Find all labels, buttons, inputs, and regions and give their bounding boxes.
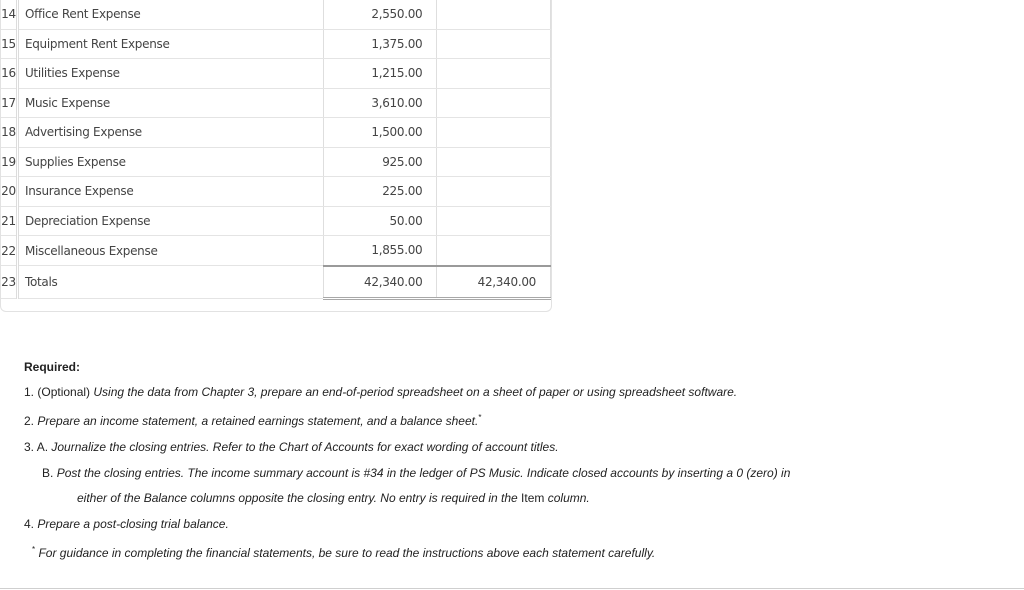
item-1-text: Using the data from Chapter 3, prepare an end-of-period spreadsheet on a sheet of paper or using spreadsheet software. bbox=[93, 385, 738, 399]
item-2-star: * bbox=[478, 413, 482, 422]
item-2-number: 2. bbox=[24, 414, 35, 428]
note-star: * bbox=[32, 545, 36, 554]
credit-cell[interactable] bbox=[437, 88, 551, 118]
table-row bbox=[1, 206, 551, 236]
row-number: 22 bbox=[1, 236, 17, 266]
table-row bbox=[1, 147, 551, 177]
row-number: 15 bbox=[1, 29, 17, 59]
bottom-divider bbox=[0, 588, 1024, 589]
debit-cell[interactable]: 42,340.00 bbox=[323, 266, 437, 299]
credit-cell[interactable] bbox=[437, 0, 551, 29]
account-name-cell: Supplies Expense bbox=[17, 147, 323, 177]
debit-cell[interactable]: 1,215.00 bbox=[323, 59, 437, 89]
row-number: 14 bbox=[1, 0, 17, 29]
item-3b-text-2b: column. bbox=[547, 491, 590, 505]
required-title: Required: bbox=[24, 360, 81, 374]
trial-balance-table bbox=[1, 0, 551, 300]
debit-cell[interactable]: 925.00 bbox=[323, 147, 437, 177]
table-row bbox=[1, 0, 551, 29]
item-3-number: 3. bbox=[24, 440, 35, 454]
table-row bbox=[1, 236, 551, 266]
credit-cell[interactable] bbox=[437, 59, 551, 89]
account-name-cell: Utilities Expense bbox=[17, 59, 323, 89]
debit-cell[interactable]: 2,550.00 bbox=[323, 0, 437, 29]
item-3a-text: Journalize the closing entries. Refer to the Chart of Accounts for exact wording of account titles. bbox=[51, 440, 559, 454]
debit-cell[interactable]: 50.00 bbox=[323, 206, 437, 236]
debit-cell[interactable]: 1,375.00 bbox=[323, 29, 437, 59]
required-note bbox=[24, 543, 1004, 560]
required-item-4 bbox=[24, 517, 1004, 531]
note-text: For guidance in completing the financial statements, be sure to read the instructions above each statement carefully. bbox=[38, 546, 656, 560]
item-3a-label: A. bbox=[36, 440, 49, 454]
item-2-text: Prepare an income statement, a retained earnings statement, and a balance sheet. bbox=[37, 414, 479, 428]
item-4-number: 4. bbox=[24, 517, 35, 531]
row-number: 20 bbox=[1, 177, 17, 207]
required-item-1 bbox=[24, 385, 1004, 399]
trial-balance-sheet bbox=[0, 0, 552, 312]
credit-cell[interactable] bbox=[437, 147, 551, 177]
row-number: 18 bbox=[1, 118, 17, 148]
row-number: 23 bbox=[1, 266, 17, 299]
item-1-number: 1. bbox=[24, 385, 35, 399]
credit-cell[interactable]: 42,340.00 bbox=[437, 266, 551, 299]
debit-cell[interactable]: 1,855.00 bbox=[323, 236, 437, 266]
row-number: 16 bbox=[1, 59, 17, 89]
row-number: 21 bbox=[1, 206, 17, 236]
account-name-cell: Advertising Expense bbox=[17, 118, 323, 148]
account-name-cell: Totals bbox=[17, 266, 323, 299]
item-1-lead: (Optional) bbox=[37, 385, 91, 399]
credit-cell[interactable] bbox=[437, 29, 551, 59]
item-4-text: Prepare a post-closing trial balance. bbox=[37, 517, 229, 531]
trial-balance-body bbox=[1, 0, 551, 298]
account-name-cell: Insurance Expense bbox=[17, 177, 323, 207]
account-name-cell: Music Expense bbox=[17, 88, 323, 118]
item-3b-line-2 bbox=[42, 491, 1004, 505]
row-number: 17 bbox=[1, 88, 17, 118]
required-section bbox=[24, 360, 1004, 572]
required-item-3a bbox=[24, 440, 1004, 454]
credit-cell[interactable] bbox=[437, 206, 551, 236]
credit-cell[interactable] bbox=[437, 177, 551, 207]
table-row bbox=[1, 88, 551, 118]
credit-cell[interactable] bbox=[437, 236, 551, 266]
item-3b-item-word: Item bbox=[521, 491, 545, 505]
debit-cell[interactable]: 3,610.00 bbox=[323, 88, 437, 118]
account-name-cell: Equipment Rent Expense bbox=[17, 29, 323, 59]
credit-cell[interactable] bbox=[437, 118, 551, 148]
table-row bbox=[1, 29, 551, 59]
table-row bbox=[1, 118, 551, 148]
row-number: 19 bbox=[1, 147, 17, 177]
totals-row bbox=[1, 266, 551, 299]
item-3b-text-2a: either of the Balance columns opposite the closing entry. No entry is required in the bbox=[77, 491, 518, 505]
debit-cell[interactable]: 1,500.00 bbox=[323, 118, 437, 148]
account-name-cell: Office Rent Expense bbox=[17, 0, 323, 29]
account-name-cell: Depreciation Expense bbox=[17, 206, 323, 236]
item-3b-label: B. bbox=[42, 466, 54, 480]
debit-cell[interactable]: 225.00 bbox=[323, 177, 437, 207]
table-row bbox=[1, 59, 551, 89]
item-3b-text-1: Post the closing entries. The income summary account is #34 in the ledger of PS Music. Indicate closed accounts by inserting a 0 (zero) in bbox=[56, 466, 791, 480]
required-item-2 bbox=[24, 411, 1004, 428]
table-row bbox=[1, 177, 551, 207]
account-name-cell: Miscellaneous Expense bbox=[17, 236, 323, 266]
required-item-3b bbox=[24, 466, 1004, 505]
